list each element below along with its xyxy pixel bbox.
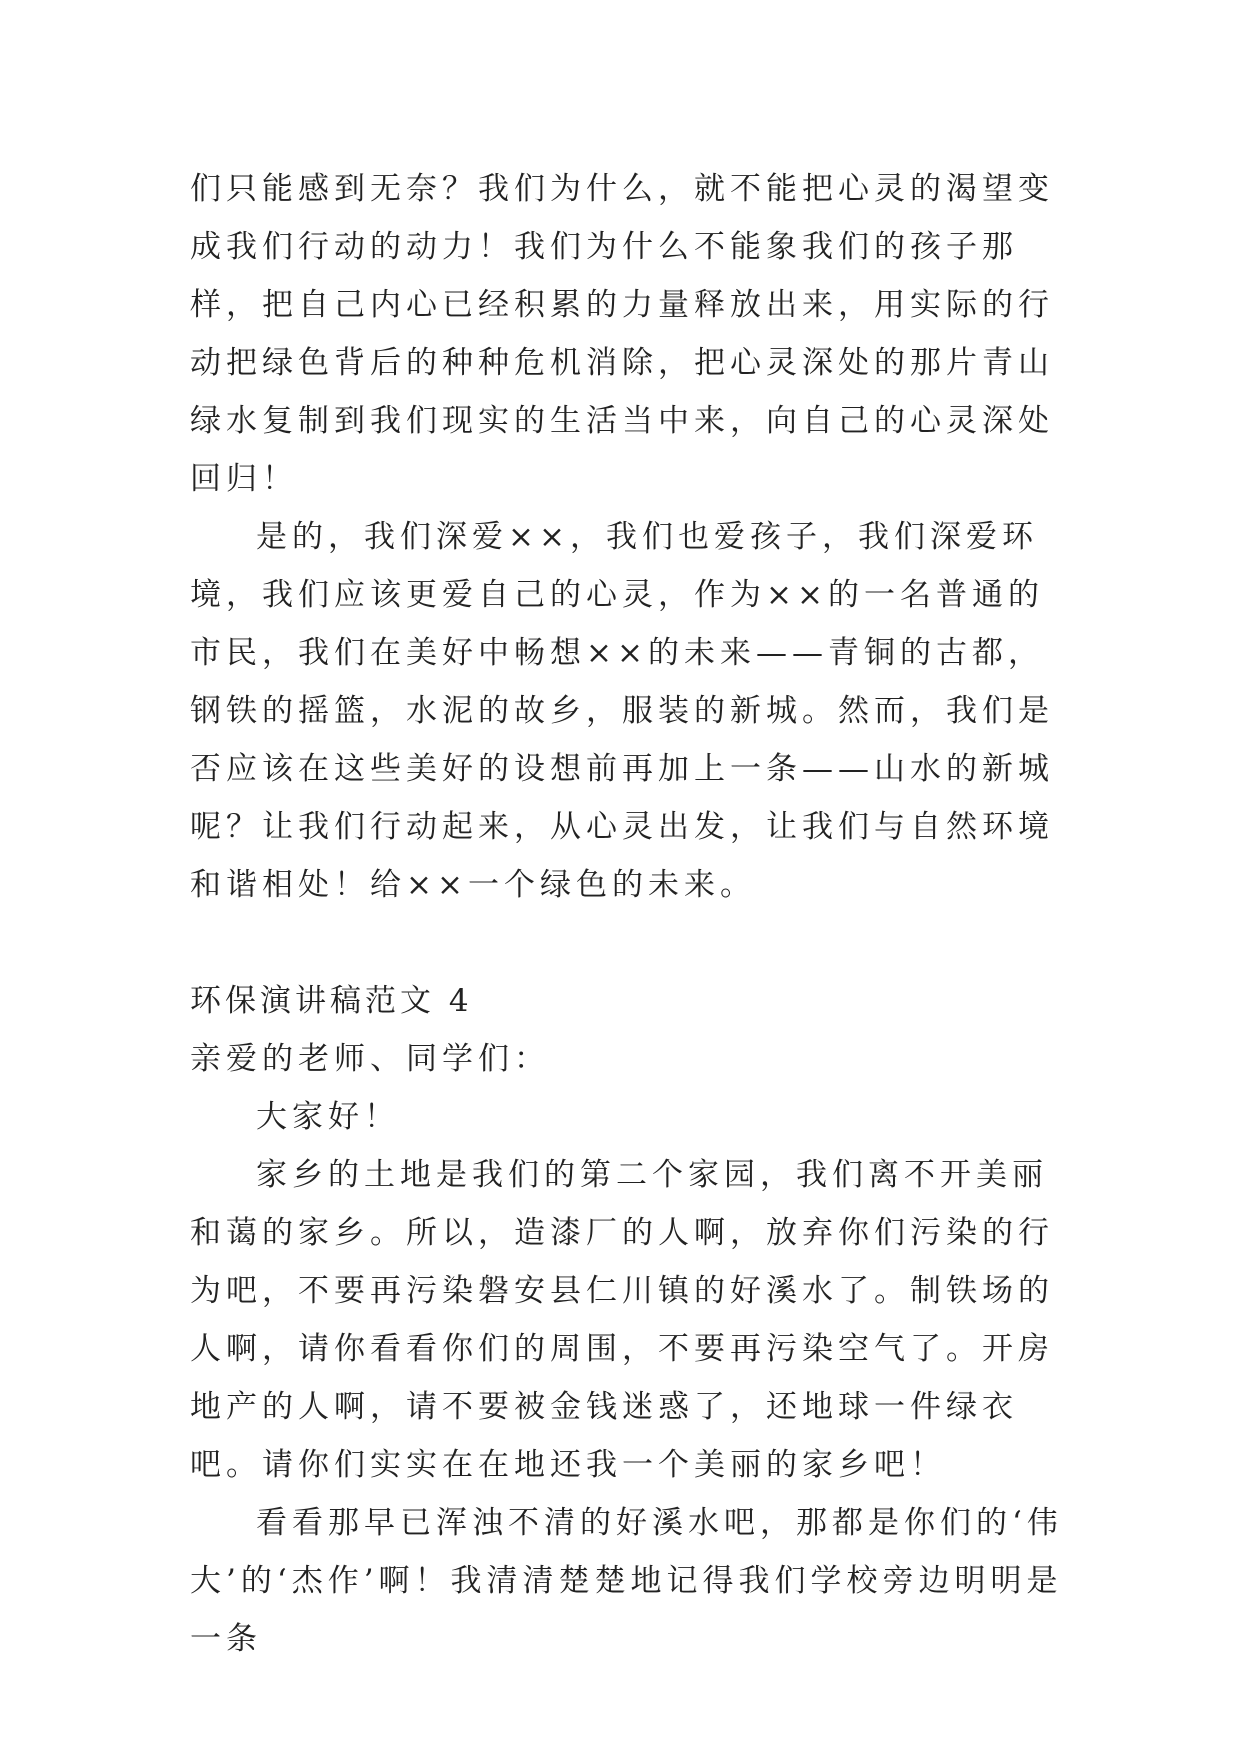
salutation: 亲爱的老师、同学们： (190, 1041, 550, 1077)
greeting: 大家好！ (256, 1099, 400, 1135)
document-body (190, 160, 1070, 1668)
paragraph-closing: 是的，我们深爱××，我们也爱孩子，我们深爱环境，我们应该更爱自己的心灵，作为××的一名普通的市民，我们在美好中畅想××的未来——青铜的古都，钢铁的摇篮，水泥的故乡，服装的新城。然而，我们是否应该在这些美好的设想前再加上一条——山水的新城呢？让我们行动起来，从心灵出发，让我们与自然环境和谐相处！给××一个绿色的未来。 (190, 519, 1054, 903)
paragraph-river: 看看那早已浑浊不清的好溪水吧，那都是你们的‘伟大’的‘杰作’啊！我清清楚楚地记得我们学校旁边明明是一条 (190, 1505, 1063, 1657)
section-spacer (190, 914, 1070, 972)
paragraph-continuation: 们只能感到无奈？我们为什么，就不能把心灵的渴望变成我们行动的动力！我们为什么不能象我们的孩子那样，把自己内心已经积累的力量释放出来，用实际的行动把绿色背后的种种危机消除，把心灵深处的那片青山绿水复制到我们现实的生活当中来，向自己的心灵深处回归！ (190, 171, 1054, 497)
section-title: 环保演讲稿范文 4 (190, 983, 473, 1019)
paragraph-hometown: 家乡的土地是我们的第二个家园，我们离不开美丽和蔼的家乡。所以，造漆厂的人啊，放弃你们污染的行为吧，不要再污染磐安县仁川镇的好溪水了。制铁场的人啊，请你看看你们的周围，不要再污染空气了。开房地产的人啊，请不要被金钱迷惑了，还地球一件绿衣吧。请你们实实在在地还我一个美丽的家乡吧！ (190, 1157, 1054, 1483)
